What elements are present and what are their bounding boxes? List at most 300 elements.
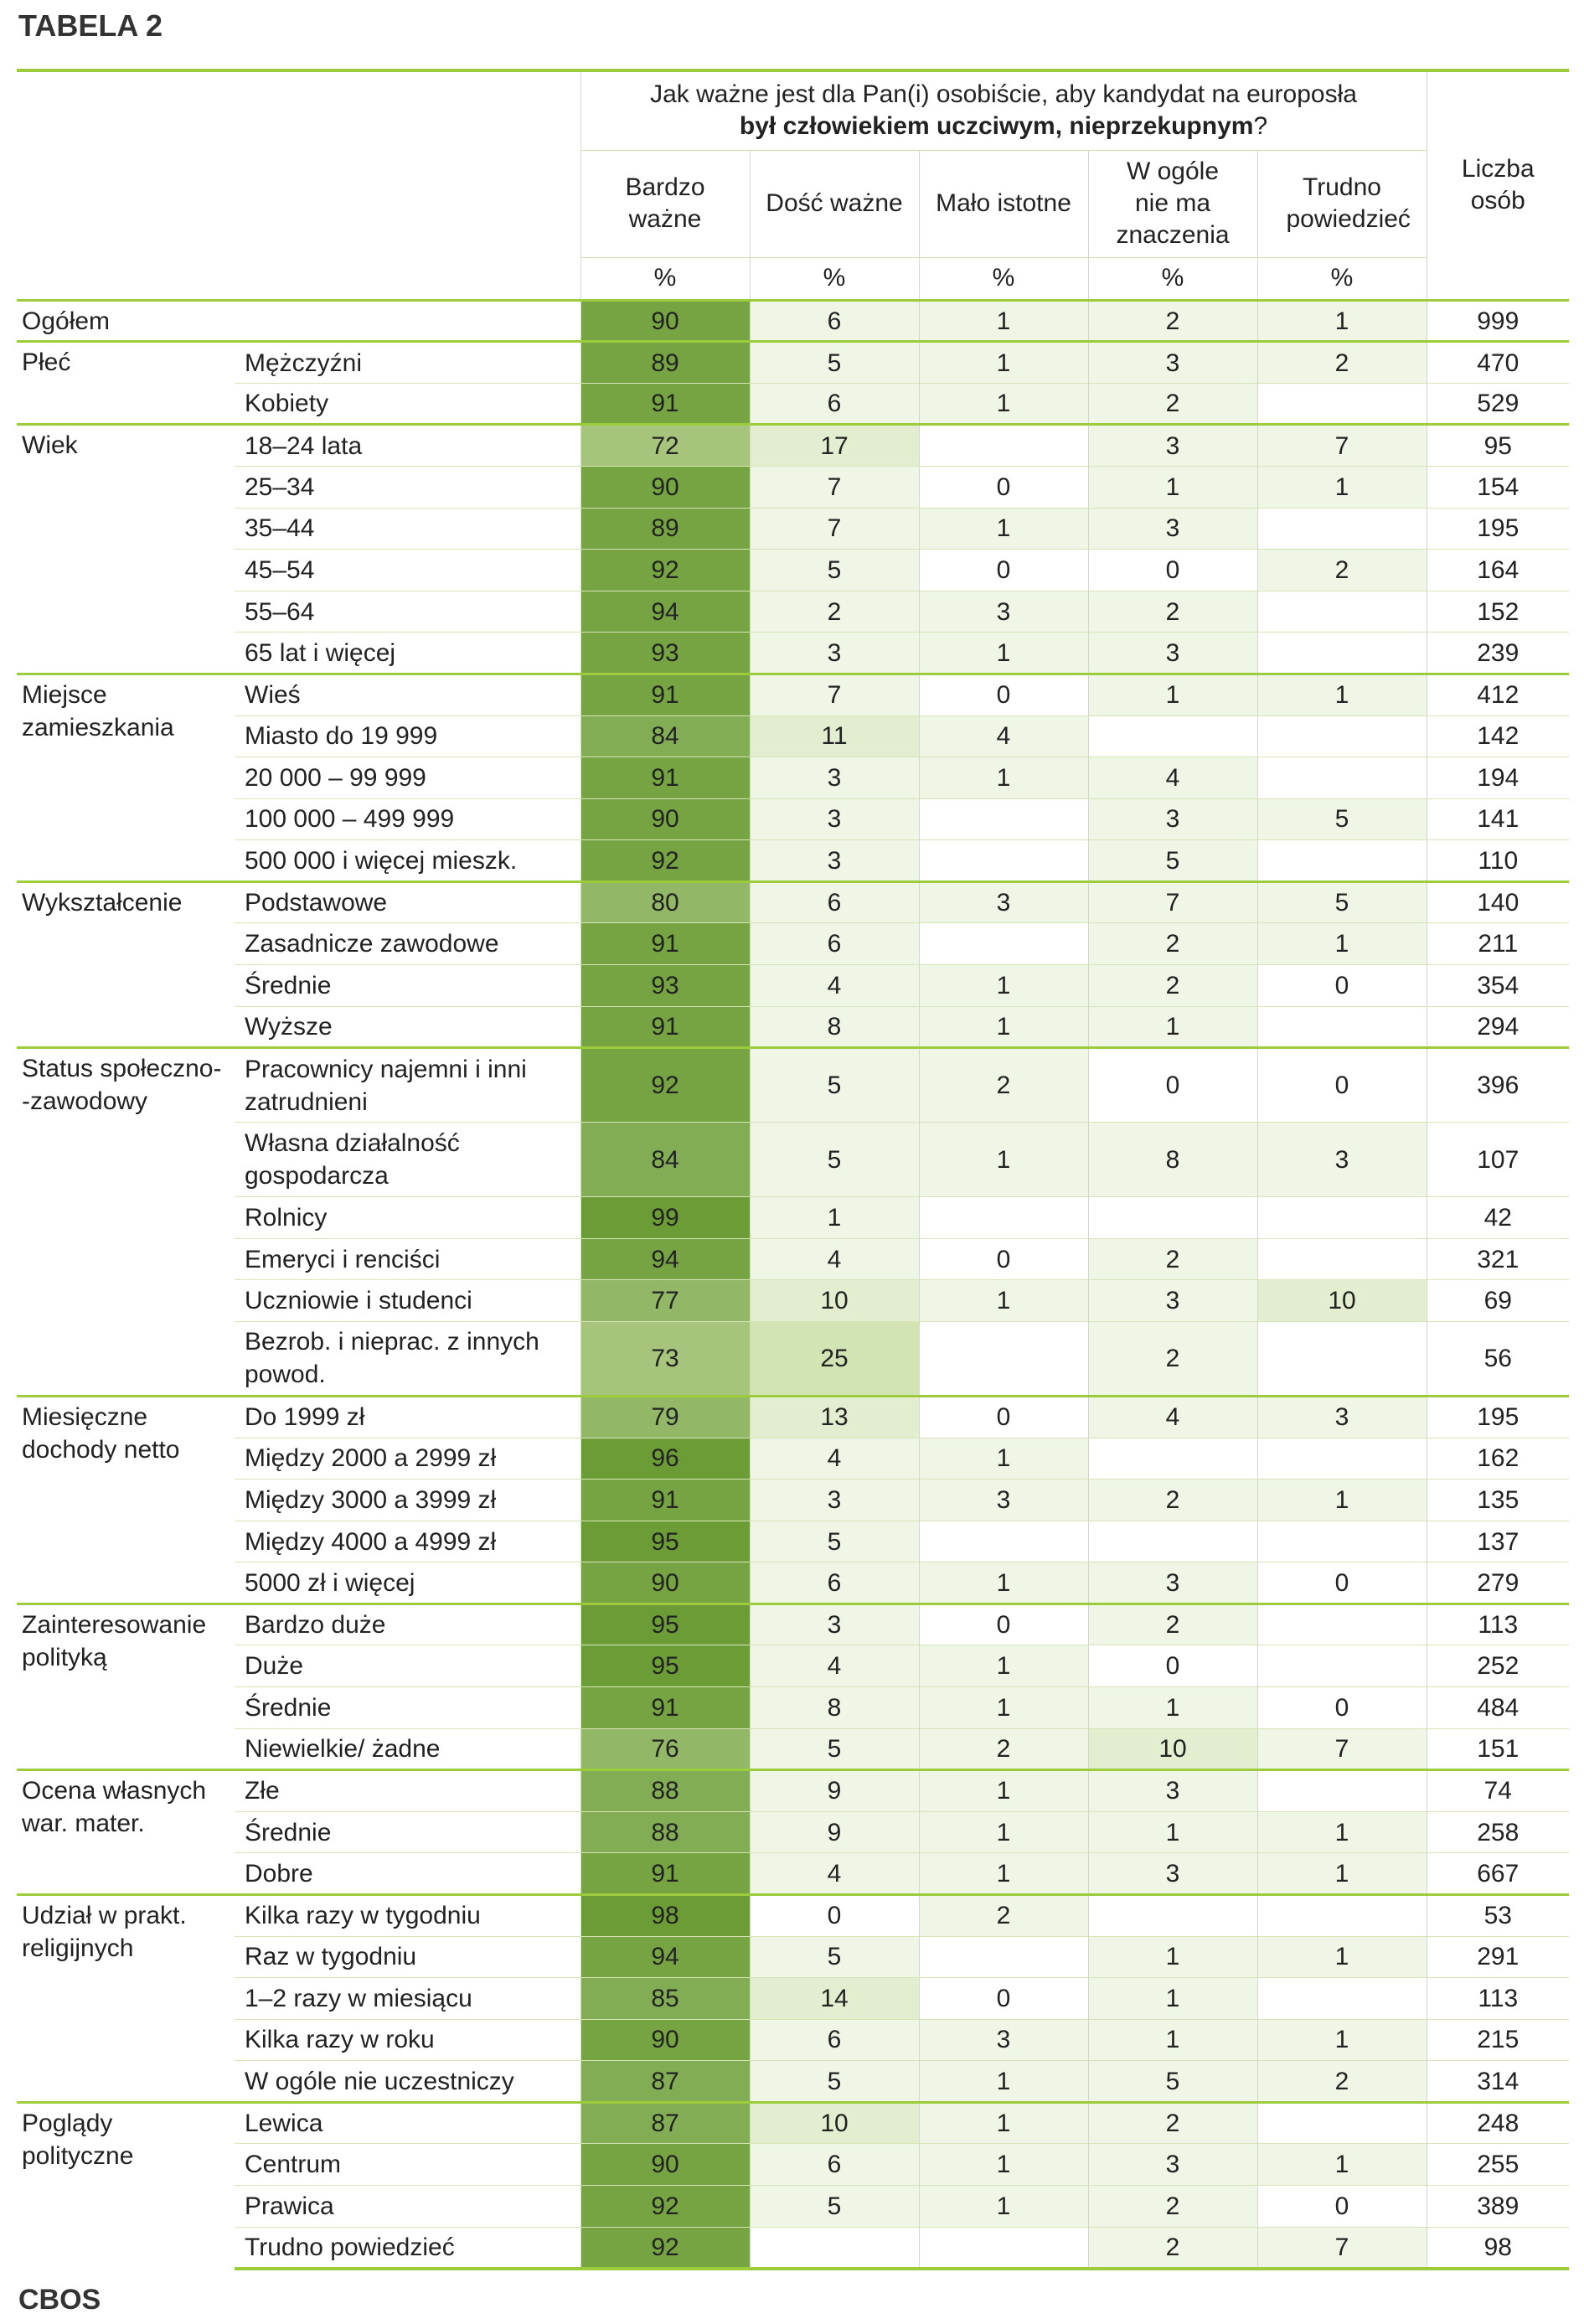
cell-malo-istotne: 1 bbox=[919, 1811, 1088, 1853]
cell-liczba-osob: 195 bbox=[1427, 1397, 1569, 1438]
table-row bbox=[17, 2144, 1569, 2186]
cell-malo-istotne: 1 bbox=[919, 1853, 1088, 1895]
cell-bardzo-wazne: 79 bbox=[580, 1397, 750, 1438]
cell-dosc-wazne: 7 bbox=[750, 674, 919, 715]
cell-trudno-powiedziec: 2 bbox=[1257, 550, 1427, 591]
cell-liczba-osob: 137 bbox=[1427, 1521, 1569, 1562]
group-label: Wykształcenie bbox=[17, 881, 235, 1047]
cell-malo-istotne: 3 bbox=[919, 2019, 1088, 2061]
table-title: TABELA 2 bbox=[18, 8, 163, 43]
group-label: Ocena własnych war. mater. bbox=[17, 1770, 235, 1895]
row-label: Średnie bbox=[235, 1811, 580, 1853]
cell-w-ogole-nie-ma-znaczenia: 2 bbox=[1088, 1604, 1257, 1645]
cell-malo-istotne: 1 bbox=[919, 2185, 1088, 2227]
cell-liczba-osob: 529 bbox=[1427, 383, 1569, 425]
table-row bbox=[17, 2185, 1569, 2227]
row-label: Miasto do 19 999 bbox=[235, 715, 580, 757]
cell-bardzo-wazne: 91 bbox=[580, 1006, 750, 1048]
cell-dosc-wazne: 5 bbox=[750, 342, 919, 384]
cell-bardzo-wazne: 98 bbox=[580, 1894, 750, 1936]
cell-bardzo-wazne: 76 bbox=[580, 1728, 750, 1770]
cell-liczba-osob: 294 bbox=[1427, 1006, 1569, 1048]
table-row bbox=[17, 1238, 1569, 1280]
cell-liczba-osob: 107 bbox=[1427, 1123, 1569, 1197]
cell-trudno-powiedziec: 1 bbox=[1257, 300, 1427, 342]
cell-malo-istotne: 1 bbox=[919, 1562, 1088, 1604]
cell-bardzo-wazne: 90 bbox=[580, 467, 750, 509]
cell-liczba-osob: 140 bbox=[1427, 881, 1569, 923]
cell-trudno-powiedziec bbox=[1257, 840, 1427, 882]
table-row bbox=[17, 1397, 1569, 1438]
group-label: Wiek bbox=[17, 425, 235, 674]
cell-w-ogole-nie-ma-znaczenia: 3 bbox=[1088, 2144, 1257, 2186]
table-body bbox=[17, 70, 1569, 2269]
cell-malo-istotne: 0 bbox=[919, 467, 1088, 509]
cell-dosc-wazne: 8 bbox=[750, 1006, 919, 1048]
cell-w-ogole-nie-ma-znaczenia: 3 bbox=[1088, 1853, 1257, 1895]
cell-bardzo-wazne: 72 bbox=[580, 425, 750, 467]
table-row bbox=[17, 881, 1569, 923]
cell-liczba-osob: 255 bbox=[1427, 2144, 1569, 2186]
row-label: Bezrob. i nieprac. z innych powod. bbox=[235, 1321, 580, 1396]
cell-trudno-powiedziec: 1 bbox=[1257, 2019, 1427, 2061]
cell-malo-istotne: 0 bbox=[919, 1978, 1088, 2020]
table-row bbox=[17, 383, 1569, 425]
table-row bbox=[17, 1604, 1569, 1645]
row-label: Średnie bbox=[235, 964, 580, 1006]
cell-malo-istotne: 3 bbox=[919, 1480, 1088, 1521]
row-label: Trudno powiedzieć bbox=[235, 2227, 580, 2269]
cell-malo-istotne: 1 bbox=[919, 1687, 1088, 1729]
source-label: CBOS bbox=[18, 2284, 101, 2316]
cell-w-ogole-nie-ma-znaczenia: 3 bbox=[1088, 633, 1257, 674]
table-row bbox=[17, 1197, 1569, 1239]
row-label: Lewica bbox=[235, 2102, 580, 2144]
cell-bardzo-wazne: 92 bbox=[580, 1048, 750, 1123]
cell-dosc-wazne: 10 bbox=[750, 2102, 919, 2144]
col-header-dosc-wazne: Dość ważne bbox=[750, 150, 919, 258]
cell-w-ogole-nie-ma-znaczenia: 0 bbox=[1088, 550, 1257, 591]
cell-liczba-osob: 110 bbox=[1427, 840, 1569, 882]
cell-trudno-powiedziec bbox=[1257, 633, 1427, 674]
cell-dosc-wazne: 6 bbox=[750, 2144, 919, 2186]
unit-label: % bbox=[750, 258, 919, 301]
cell-dosc-wazne: 7 bbox=[750, 508, 919, 550]
cell-liczba-osob: 69 bbox=[1427, 1280, 1569, 1322]
cell-malo-istotne: 1 bbox=[919, 964, 1088, 1006]
cell-w-ogole-nie-ma-znaczenia: 3 bbox=[1088, 425, 1257, 467]
cell-w-ogole-nie-ma-znaczenia: 4 bbox=[1088, 757, 1257, 799]
cell-w-ogole-nie-ma-znaczenia: 2 bbox=[1088, 591, 1257, 633]
cell-dosc-wazne: 6 bbox=[750, 881, 919, 923]
cell-malo-istotne: 2 bbox=[919, 1894, 1088, 1936]
cell-trudno-powiedziec: 2 bbox=[1257, 342, 1427, 384]
cell-malo-istotne: 0 bbox=[919, 550, 1088, 591]
cell-malo-istotne: 2 bbox=[919, 1728, 1088, 1770]
row-label: Emeryci i renciści bbox=[235, 1238, 580, 1280]
table-row bbox=[17, 1280, 1569, 1322]
table-row bbox=[17, 591, 1569, 633]
cell-bardzo-wazne: 95 bbox=[580, 1645, 750, 1687]
count-column-label: Liczba osób bbox=[1461, 155, 1535, 215]
cell-liczba-osob: 195 bbox=[1427, 508, 1569, 550]
cell-w-ogole-nie-ma-znaczenia: 10 bbox=[1088, 1728, 1257, 1770]
table-row bbox=[17, 1006, 1569, 1048]
row-label: Między 4000 a 4999 zł bbox=[235, 1521, 580, 1562]
row-label: Do 1999 zł bbox=[235, 1397, 580, 1438]
cell-malo-istotne bbox=[919, 425, 1088, 467]
cell-w-ogole-nie-ma-znaczenia: 0 bbox=[1088, 1645, 1257, 1687]
cell-bardzo-wazne: 94 bbox=[580, 591, 750, 633]
cell-trudno-powiedziec bbox=[1257, 1978, 1427, 2020]
cell-malo-istotne: 1 bbox=[919, 1123, 1088, 1197]
table-row bbox=[17, 1123, 1569, 1197]
table-row bbox=[17, 757, 1569, 799]
cell-trudno-powiedziec: 7 bbox=[1257, 425, 1427, 467]
unit-label: % bbox=[919, 258, 1088, 301]
cell-bardzo-wazne: 90 bbox=[580, 2019, 750, 2061]
table-row bbox=[17, 1728, 1569, 1770]
unit-label: % bbox=[1257, 258, 1427, 301]
cell-liczba-osob: 239 bbox=[1427, 633, 1569, 674]
table-row bbox=[17, 840, 1569, 882]
cell-bardzo-wazne: 92 bbox=[580, 2227, 750, 2269]
cell-malo-istotne bbox=[919, 840, 1088, 882]
cell-w-ogole-nie-ma-znaczenia: 3 bbox=[1088, 1770, 1257, 1812]
cell-dosc-wazne: 3 bbox=[750, 1604, 919, 1645]
cell-dosc-wazne: 4 bbox=[750, 1645, 919, 1687]
cell-dosc-wazne: 10 bbox=[750, 1280, 919, 1322]
row-label: Między 3000 a 3999 zł bbox=[235, 1480, 580, 1521]
table-row bbox=[17, 1811, 1569, 1853]
cell-liczba-osob: 113 bbox=[1427, 1604, 1569, 1645]
question-header bbox=[580, 70, 1427, 150]
cell-trudno-powiedziec bbox=[1257, 1770, 1427, 1812]
cell-w-ogole-nie-ma-znaczenia: 1 bbox=[1088, 467, 1257, 509]
cell-trudno-powiedziec: 7 bbox=[1257, 2227, 1427, 2269]
table-row bbox=[17, 2019, 1569, 2061]
cell-bardzo-wazne: 91 bbox=[580, 757, 750, 799]
cell-dosc-wazne: 3 bbox=[750, 840, 919, 882]
cell-liczba-osob: 113 bbox=[1427, 1978, 1569, 2020]
row-label: Złe bbox=[235, 1770, 580, 1812]
cell-bardzo-wazne: 89 bbox=[580, 342, 750, 384]
table-row bbox=[17, 342, 1569, 384]
cell-bardzo-wazne: 93 bbox=[580, 964, 750, 1006]
cell-w-ogole-nie-ma-znaczenia: 3 bbox=[1088, 342, 1257, 384]
table-row bbox=[17, 1521, 1569, 1562]
cell-dosc-wazne: 6 bbox=[750, 300, 919, 342]
cell-w-ogole-nie-ma-znaczenia: 2 bbox=[1088, 383, 1257, 425]
cell-w-ogole-nie-ma-znaczenia bbox=[1088, 1438, 1257, 1480]
cell-trudno-powiedziec: 0 bbox=[1257, 964, 1427, 1006]
cell-w-ogole-nie-ma-znaczenia: 2 bbox=[1088, 2227, 1257, 2269]
row-label: Średnie bbox=[235, 1687, 580, 1729]
cell-malo-istotne: 1 bbox=[919, 342, 1088, 384]
row-label: Własna działalność gospodarcza bbox=[235, 1123, 580, 1197]
cell-liczba-osob: 194 bbox=[1427, 757, 1569, 799]
cell-bardzo-wazne: 88 bbox=[580, 1770, 750, 1812]
row-label: Zasadnicze zawodowe bbox=[235, 923, 580, 965]
cell-bardzo-wazne: 95 bbox=[580, 1521, 750, 1562]
cell-malo-istotne: 1 bbox=[919, 2061, 1088, 2103]
cell-bardzo-wazne: 77 bbox=[580, 1280, 750, 1322]
cell-trudno-powiedziec: 1 bbox=[1257, 467, 1427, 509]
cell-malo-istotne: 1 bbox=[919, 383, 1088, 425]
row-label: 18–24 lata bbox=[235, 425, 580, 467]
cell-malo-istotne: 3 bbox=[919, 591, 1088, 633]
cell-bardzo-wazne: 87 bbox=[580, 2061, 750, 2103]
table-row bbox=[17, 2227, 1569, 2269]
cell-dosc-wazne: 6 bbox=[750, 383, 919, 425]
cell-malo-istotne: 1 bbox=[919, 757, 1088, 799]
cell-dosc-wazne: 25 bbox=[750, 1321, 919, 1396]
cell-liczba-osob: 42 bbox=[1427, 1197, 1569, 1239]
cell-trudno-powiedziec bbox=[1257, 383, 1427, 425]
table-row bbox=[17, 798, 1569, 840]
cell-bardzo-wazne: 84 bbox=[580, 715, 750, 757]
table-row bbox=[17, 425, 1569, 467]
cell-liczba-osob: 999 bbox=[1427, 300, 1569, 342]
cell-dosc-wazne bbox=[750, 2227, 919, 2269]
cell-bardzo-wazne: 73 bbox=[580, 1321, 750, 1396]
cell-trudno-powiedziec: 3 bbox=[1257, 1123, 1427, 1197]
col-header-bardzo-wazne: Bardzo ważne bbox=[580, 150, 750, 258]
cell-trudno-powiedziec bbox=[1257, 715, 1427, 757]
cell-malo-istotne: 1 bbox=[919, 508, 1088, 550]
table-row bbox=[17, 923, 1569, 965]
row-label: 45–54 bbox=[235, 550, 580, 591]
cell-dosc-wazne: 7 bbox=[750, 467, 919, 509]
cell-dosc-wazne: 5 bbox=[750, 1936, 919, 1978]
cell-bardzo-wazne: 92 bbox=[580, 550, 750, 591]
cell-trudno-powiedziec: 0 bbox=[1257, 1048, 1427, 1123]
cell-liczba-osob: 142 bbox=[1427, 715, 1569, 757]
group-label: Miejsce zamieszkania bbox=[17, 674, 235, 881]
cell-dosc-wazne: 14 bbox=[750, 1978, 919, 2020]
cell-w-ogole-nie-ma-znaczenia: 2 bbox=[1088, 923, 1257, 965]
cell-trudno-powiedziec: 2 bbox=[1257, 2061, 1427, 2103]
cell-malo-istotne: 1 bbox=[919, 1006, 1088, 1048]
cell-w-ogole-nie-ma-znaczenia: 2 bbox=[1088, 1480, 1257, 1521]
cell-trudno-powiedziec bbox=[1257, 1006, 1427, 1048]
cell-bardzo-wazne: 87 bbox=[580, 2102, 750, 2144]
cell-liczba-osob: 321 bbox=[1427, 1238, 1569, 1280]
cell-trudno-powiedziec bbox=[1257, 1197, 1427, 1239]
row-label: Kobiety bbox=[235, 383, 580, 425]
table-row bbox=[17, 2102, 1569, 2144]
table-row bbox=[17, 1978, 1569, 2020]
table-row bbox=[17, 1687, 1569, 1729]
cell-bardzo-wazne: 90 bbox=[580, 2144, 750, 2186]
cell-dosc-wazne: 9 bbox=[750, 1811, 919, 1853]
row-label: 35–44 bbox=[235, 508, 580, 550]
table-row bbox=[17, 1562, 1569, 1604]
cell-w-ogole-nie-ma-znaczenia: 3 bbox=[1088, 798, 1257, 840]
cell-w-ogole-nie-ma-znaczenia bbox=[1088, 715, 1257, 757]
cell-dosc-wazne: 6 bbox=[750, 1562, 919, 1604]
cell-liczba-osob: 252 bbox=[1427, 1645, 1569, 1687]
cell-dosc-wazne: 3 bbox=[750, 633, 919, 674]
row-label: W ogóle nie uczestniczy bbox=[235, 2061, 580, 2103]
cell-w-ogole-nie-ma-znaczenia: 2 bbox=[1088, 1321, 1257, 1396]
cell-liczba-osob: 74 bbox=[1427, 1770, 1569, 1812]
row-label: Kilka razy w tygodniu bbox=[235, 1894, 580, 1936]
cell-dosc-wazne: 4 bbox=[750, 964, 919, 1006]
cell-w-ogole-nie-ma-znaczenia: 2 bbox=[1088, 2102, 1257, 2144]
cell-trudno-powiedziec: 5 bbox=[1257, 798, 1427, 840]
group-label: Udział w prakt. religijnych bbox=[17, 1894, 235, 2102]
cell-dosc-wazne: 6 bbox=[750, 2019, 919, 2061]
question-line-1: Jak ważne jest dla Pan(i) osobiście, aby kandydat na europosła bbox=[650, 80, 1357, 109]
row-label: Duże bbox=[235, 1645, 580, 1687]
cell-liczba-osob: 279 bbox=[1427, 1562, 1569, 1604]
cell-malo-istotne bbox=[919, 1321, 1088, 1396]
cell-w-ogole-nie-ma-znaczenia: 1 bbox=[1088, 2019, 1257, 2061]
cell-malo-istotne: 1 bbox=[919, 1645, 1088, 1687]
table-row bbox=[17, 1438, 1569, 1480]
cell-dosc-wazne: 13 bbox=[750, 1397, 919, 1438]
row-label: 100 000 – 499 999 bbox=[235, 798, 580, 840]
cell-liczba-osob: 162 bbox=[1427, 1438, 1569, 1480]
group-label: Ogółem bbox=[17, 300, 580, 342]
cell-dosc-wazne: 3 bbox=[750, 798, 919, 840]
cell-bardzo-wazne: 91 bbox=[580, 1853, 750, 1895]
table-row bbox=[17, 1645, 1569, 1687]
group-label: Poglądy polityczne bbox=[17, 2102, 235, 2269]
table-row bbox=[17, 1894, 1569, 1936]
cell-malo-istotne: 1 bbox=[919, 1280, 1088, 1322]
cell-bardzo-wazne: 99 bbox=[580, 1197, 750, 1239]
cell-liczba-osob: 151 bbox=[1427, 1728, 1569, 1770]
cell-trudno-powiedziec: 0 bbox=[1257, 1562, 1427, 1604]
cell-dosc-wazne: 6 bbox=[750, 923, 919, 965]
cell-liczba-osob: 396 bbox=[1427, 1048, 1569, 1123]
row-label: Między 2000 a 2999 zł bbox=[235, 1438, 580, 1480]
cell-w-ogole-nie-ma-znaczenia: 8 bbox=[1088, 1123, 1257, 1197]
cell-malo-istotne: 2 bbox=[919, 1048, 1088, 1123]
cell-liczba-osob: 56 bbox=[1427, 1321, 1569, 1396]
cell-liczba-osob: 95 bbox=[1427, 425, 1569, 467]
group-label: Miesięczne dochody netto bbox=[17, 1397, 235, 1604]
cell-trudno-powiedziec bbox=[1257, 1894, 1427, 1936]
cell-dosc-wazne: 2 bbox=[750, 591, 919, 633]
cell-malo-istotne: 3 bbox=[919, 881, 1088, 923]
cell-dosc-wazne: 5 bbox=[750, 550, 919, 591]
cell-dosc-wazne: 5 bbox=[750, 1728, 919, 1770]
col-header-trudno-powiedziec: Trudno powiedzieć bbox=[1257, 150, 1427, 258]
cell-trudno-powiedziec bbox=[1257, 1238, 1427, 1280]
table-row bbox=[17, 1936, 1569, 1978]
cell-dosc-wazne: 9 bbox=[750, 1770, 919, 1812]
cell-malo-istotne: 1 bbox=[919, 2144, 1088, 2186]
cell-dosc-wazne: 5 bbox=[750, 2185, 919, 2227]
cell-bardzo-wazne: 96 bbox=[580, 1438, 750, 1480]
cell-trudno-powiedziec bbox=[1257, 2102, 1427, 2144]
cell-trudno-powiedziec bbox=[1257, 508, 1427, 550]
row-label: Bardzo duże bbox=[235, 1604, 580, 1645]
cell-dosc-wazne: 3 bbox=[750, 757, 919, 799]
cell-bardzo-wazne: 85 bbox=[580, 1978, 750, 2020]
cell-malo-istotne bbox=[919, 923, 1088, 965]
row-label: 65 lat i więcej bbox=[235, 633, 580, 674]
cell-w-ogole-nie-ma-znaczenia: 1 bbox=[1088, 1811, 1257, 1853]
cell-malo-istotne: 0 bbox=[919, 674, 1088, 715]
cell-w-ogole-nie-ma-znaczenia bbox=[1088, 1197, 1257, 1239]
header-blank bbox=[17, 70, 580, 300]
cell-trudno-powiedziec bbox=[1257, 1438, 1427, 1480]
cell-liczba-osob: 354 bbox=[1427, 964, 1569, 1006]
cell-liczba-osob: 667 bbox=[1427, 1853, 1569, 1895]
row-label: 5000 zł i więcej bbox=[235, 1562, 580, 1604]
question-emphasis: był człowiekiem uczciwym, nieprzekupnym bbox=[739, 112, 1254, 141]
row-label: 500 000 i więcej mieszk. bbox=[235, 840, 580, 882]
cell-w-ogole-nie-ma-znaczenia bbox=[1088, 1521, 1257, 1562]
unit-label: % bbox=[1088, 258, 1257, 301]
cell-w-ogole-nie-ma-znaczenia: 1 bbox=[1088, 1687, 1257, 1729]
row-label: 1–2 razy w miesiącu bbox=[235, 1978, 580, 2020]
cell-w-ogole-nie-ma-znaczenia: 5 bbox=[1088, 840, 1257, 882]
cell-dosc-wazne: 3 bbox=[750, 1480, 919, 1521]
cell-bardzo-wazne: 89 bbox=[580, 508, 750, 550]
row-label: Uczniowie i studenci bbox=[235, 1280, 580, 1322]
cell-malo-istotne bbox=[919, 798, 1088, 840]
cell-w-ogole-nie-ma-znaczenia: 1 bbox=[1088, 1006, 1257, 1048]
cell-w-ogole-nie-ma-znaczenia: 1 bbox=[1088, 674, 1257, 715]
cell-malo-istotne: 0 bbox=[919, 1238, 1088, 1280]
cell-w-ogole-nie-ma-znaczenia bbox=[1088, 1894, 1257, 1936]
cell-malo-istotne bbox=[919, 1936, 1088, 1978]
cell-trudno-powiedziec: 1 bbox=[1257, 1853, 1427, 1895]
table-row bbox=[17, 1853, 1569, 1895]
cell-liczba-osob: 389 bbox=[1427, 2185, 1569, 2227]
cell-w-ogole-nie-ma-znaczenia: 2 bbox=[1088, 300, 1257, 342]
cell-dosc-wazne: 4 bbox=[750, 1238, 919, 1280]
table-row bbox=[17, 715, 1569, 757]
cell-trudno-powiedziec: 1 bbox=[1257, 923, 1427, 965]
cell-trudno-powiedziec: 1 bbox=[1257, 2144, 1427, 2186]
cell-malo-istotne: 1 bbox=[919, 1438, 1088, 1480]
row-label: 20 000 – 99 999 bbox=[235, 757, 580, 799]
cell-dosc-wazne: 11 bbox=[750, 715, 919, 757]
cell-w-ogole-nie-ma-znaczenia: 3 bbox=[1088, 1280, 1257, 1322]
cell-bardzo-wazne: 90 bbox=[580, 300, 750, 342]
cell-w-ogole-nie-ma-znaczenia: 5 bbox=[1088, 2061, 1257, 2103]
row-label: Pracownicy najemni i inni zatrudnieni bbox=[235, 1048, 580, 1123]
cell-liczba-osob: 98 bbox=[1427, 2227, 1569, 2269]
cell-liczba-osob: 291 bbox=[1427, 1936, 1569, 1978]
cell-bardzo-wazne: 95 bbox=[580, 1604, 750, 1645]
cell-trudno-powiedziec bbox=[1257, 1604, 1427, 1645]
table-row bbox=[17, 1048, 1569, 1123]
cell-dosc-wazne: 5 bbox=[750, 2061, 919, 2103]
cell-malo-istotne: 0 bbox=[919, 1397, 1088, 1438]
row-label: Dobre bbox=[235, 1853, 580, 1895]
col-header-malo-istotne: Mało istotne bbox=[919, 150, 1088, 258]
cell-liczba-osob: 164 bbox=[1427, 550, 1569, 591]
table-row bbox=[17, 1770, 1569, 1812]
cell-trudno-powiedziec: 0 bbox=[1257, 1687, 1427, 1729]
cell-liczba-osob: 215 bbox=[1427, 2019, 1569, 2061]
cell-trudno-powiedziec bbox=[1257, 757, 1427, 799]
cell-bardzo-wazne: 94 bbox=[580, 1936, 750, 1978]
table-row bbox=[17, 964, 1569, 1006]
row-label: Prawica bbox=[235, 2185, 580, 2227]
cell-bardzo-wazne: 84 bbox=[580, 1123, 750, 1197]
cell-bardzo-wazne: 94 bbox=[580, 1238, 750, 1280]
group-label: Status społeczno--zawodowy bbox=[17, 1048, 235, 1397]
group-label: Płeć bbox=[17, 342, 235, 425]
